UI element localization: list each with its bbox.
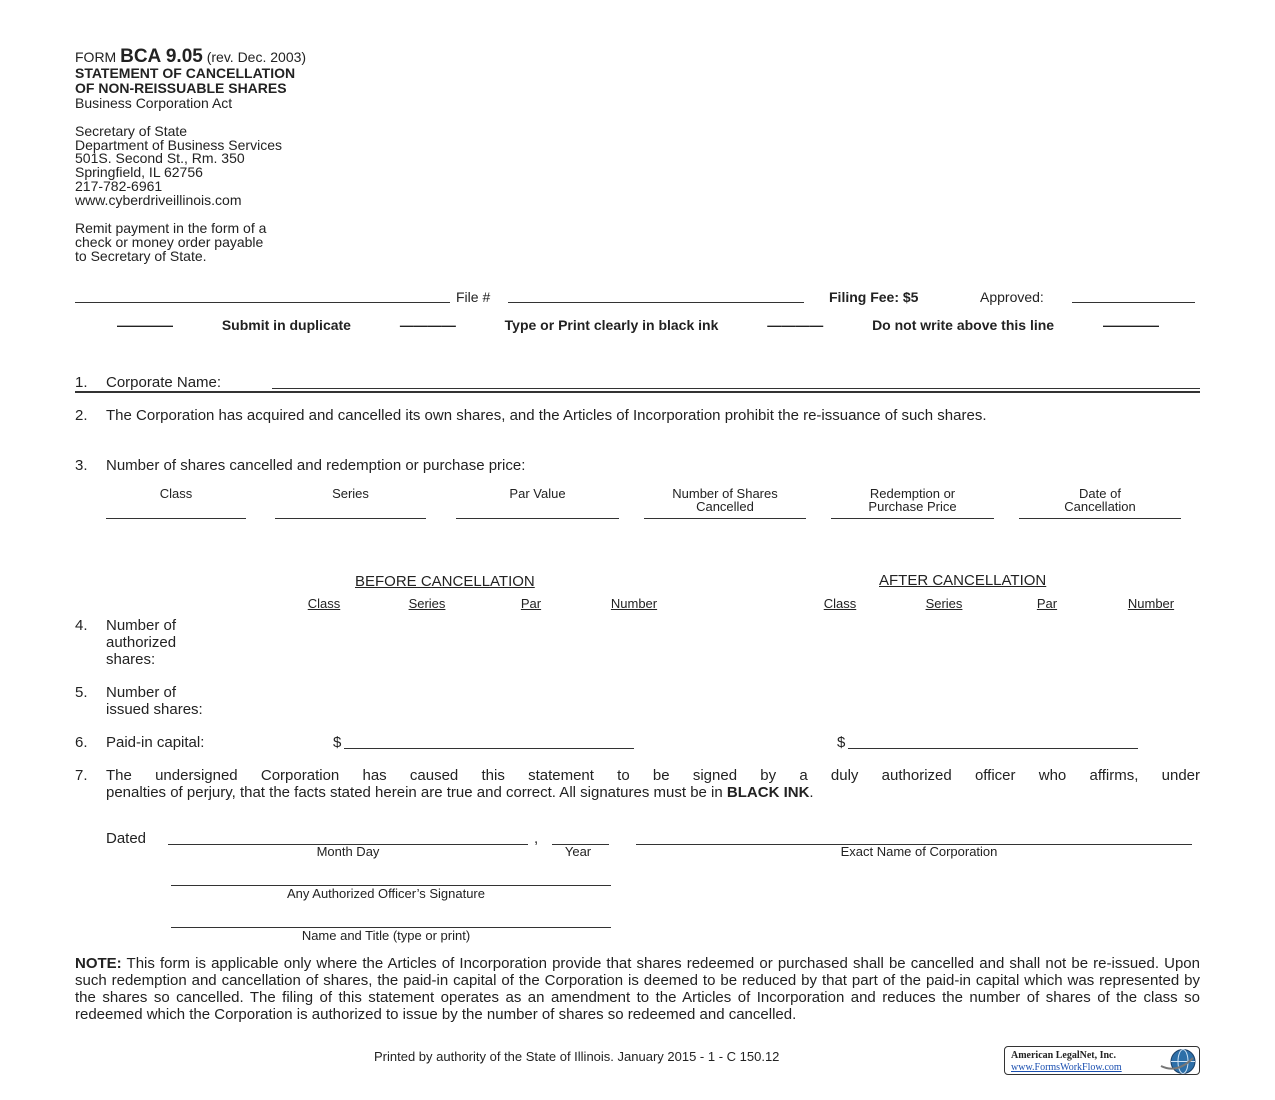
- file-number-label: File #: [456, 289, 491, 305]
- before-paid-in-capital-field[interactable]: [344, 748, 634, 749]
- class-field[interactable]: [106, 518, 246, 519]
- address-line2: Department of Business Services: [75, 137, 282, 153]
- address-phone: 217-782-6961: [75, 178, 163, 194]
- corporate-name-field[interactable]: [272, 388, 1200, 389]
- after-dollar-sign: $: [837, 734, 846, 751]
- cancellation-date-field[interactable]: [1019, 518, 1181, 519]
- item5-number: 5.: [75, 684, 88, 701]
- item6-number: 6.: [75, 734, 88, 751]
- before-par-col: Par: [520, 596, 542, 611]
- after-cancellation-heading: AFTER CANCELLATION: [879, 572, 1047, 589]
- before-dollar-sign: $: [333, 734, 342, 751]
- item6-label: Paid-in capital:: [106, 734, 205, 751]
- after-paid-in-capital-field[interactable]: [848, 748, 1138, 749]
- item7-period: .: [809, 784, 814, 801]
- col-redemption-header-2: Purchase Price: [868, 499, 957, 514]
- dash-2: ————: [399, 317, 456, 333]
- item1-number: 1.: [75, 374, 88, 391]
- col-date-header-1: Date of: [1079, 486, 1121, 501]
- item7-line2: [106, 784, 814, 801]
- form-title-line1: STATEMENT OF CANCELLATION: [75, 65, 296, 81]
- series-field[interactable]: [275, 518, 426, 519]
- before-number-col: Number: [610, 596, 658, 611]
- col-redemption-header-1: Redemption or: [869, 486, 956, 501]
- item4-number: 4.: [75, 617, 88, 634]
- item3-text: Number of shares cancelled and redemption or purchase price:: [106, 457, 526, 474]
- item1-label: Corporate Name:: [106, 374, 222, 391]
- after-series-col: Series: [925, 596, 963, 611]
- col-class-header: Class: [159, 486, 193, 501]
- form-prefix: FORM: [75, 49, 117, 65]
- item4-line2: authorized: [106, 634, 177, 651]
- note-text: This form is applicable only where the Articles of Incorporation provide that shares redeemed or purchased shall be cancelled and shall not be re-issued. Upon such redemption and cancellation of shares, the paid-in capital of the Corporation is deemed to be reduced by that part of the paid-in capital which was represented by the shares so cancelled. The filing of this statement operates as an amendment to the Articles of Incorporation and reduces the number of shares of the class so redeemed which the Corporation is authorized to issue by the number of shares so redeemed and cancelled.: [75, 955, 1200, 1023]
- col-number-header-2: Cancelled: [696, 499, 754, 514]
- remit-line3: to Secretary of State.: [75, 248, 207, 264]
- par-value-field[interactable]: [456, 518, 619, 519]
- logo-company-name: American LegalNet, Inc.: [1011, 1050, 1116, 1061]
- col-number-header-1: Number of Shares: [672, 486, 778, 501]
- american-legalnet-logo[interactable]: [1004, 1046, 1200, 1075]
- month-day-caption: Month Day: [316, 844, 380, 859]
- item7-line2-text: penalties of perjury, that the facts stated herein are true and correct. All signatures must be in: [106, 784, 723, 801]
- item5-line2: issued shares:: [106, 701, 203, 718]
- redemption-price-field[interactable]: [831, 518, 994, 519]
- officer-signature-caption: Any Authorized Officer’s Signature: [286, 886, 485, 901]
- globe-icon: [1157, 1048, 1197, 1075]
- black-ink-emphasis: BLACK INK: [726, 784, 810, 801]
- note-label: NOTE:: [75, 955, 122, 972]
- name-title-caption: Name and Title (type or print): [301, 928, 471, 943]
- divider-rule: [75, 391, 1200, 393]
- item3-number: 3.: [75, 457, 88, 474]
- before-class-col: Class: [307, 596, 341, 611]
- col-par-header: Par Value: [509, 486, 566, 501]
- before-cancellation-heading: BEFORE CANCELLATION: [355, 573, 535, 590]
- form-number-line: [75, 48, 306, 66]
- instruction-submit: Submit in duplicate: [221, 317, 351, 333]
- filing-fee-label: Filing Fee: $5: [829, 289, 919, 305]
- note-paragraph: [75, 955, 1200, 1023]
- after-number-col: Number: [1127, 596, 1175, 611]
- form-revision: (rev. Dec. 2003): [206, 49, 307, 65]
- dash-4: ————: [1102, 317, 1159, 333]
- item4-line3: shares:: [106, 651, 156, 668]
- dated-label: Dated: [106, 830, 147, 847]
- instructions-line: [117, 318, 1159, 332]
- col-series-header: Series: [332, 486, 369, 501]
- before-series-col: Series: [408, 596, 446, 611]
- col-date-header-2: Cancellation: [1064, 499, 1136, 514]
- approved-line: [1072, 302, 1195, 303]
- dash-3: ————: [767, 317, 824, 333]
- item5-line1: Number of: [106, 684, 177, 701]
- file-number-line: [508, 302, 804, 303]
- date-comma: ,: [534, 830, 539, 847]
- item2-text: The Corporation has acquired and cancelled its own shares, and the Articles of Incorporation prohibit the re-issuance of such shares.: [106, 407, 987, 424]
- instruction-donot: Do not write above this line: [872, 317, 1055, 333]
- form-act: Business Corporation Act: [75, 95, 233, 111]
- item2-number: 2.: [75, 407, 88, 424]
- item7-number: 7.: [75, 767, 88, 784]
- logo-url[interactable]: www.FormsWorkFlow.com: [1011, 1062, 1122, 1073]
- printed-authority: Printed by authority of the State of Illinois. January 2015 - 1 - C 150.12: [374, 1049, 780, 1064]
- shares-cancelled-field[interactable]: [644, 518, 806, 519]
- remit-line1: Remit payment in the form of a: [75, 220, 267, 236]
- item4-line1: Number of: [106, 617, 177, 634]
- item7-line1: The undersigned Corporation has caused this statement to be signed by a duly authorized officer who affirms, under: [106, 767, 1200, 784]
- approved-label: Approved:: [980, 289, 1044, 305]
- exact-name-caption: Exact Name of Corporation: [840, 844, 998, 859]
- dash-1: ————: [117, 317, 173, 333]
- office-use-line: [75, 302, 450, 303]
- after-par-col: Par: [1036, 596, 1058, 611]
- form-number: BCA 9.05: [120, 46, 203, 67]
- address-website: www.cyberdriveillinois.com: [75, 192, 242, 208]
- form-title-line2: OF NON-REISSUABLE SHARES: [75, 80, 287, 96]
- address-line3: 501S. Second St., Rm. 350: [75, 150, 245, 166]
- after-class-col: Class: [823, 596, 857, 611]
- instruction-type: Type or Print clearly in black ink: [504, 317, 719, 333]
- address-line1: Secretary of State: [75, 123, 188, 139]
- year-caption: Year: [564, 844, 592, 859]
- remit-line2: check or money order payable: [75, 234, 264, 250]
- address-line4: Springfield, IL 62756: [75, 164, 203, 180]
